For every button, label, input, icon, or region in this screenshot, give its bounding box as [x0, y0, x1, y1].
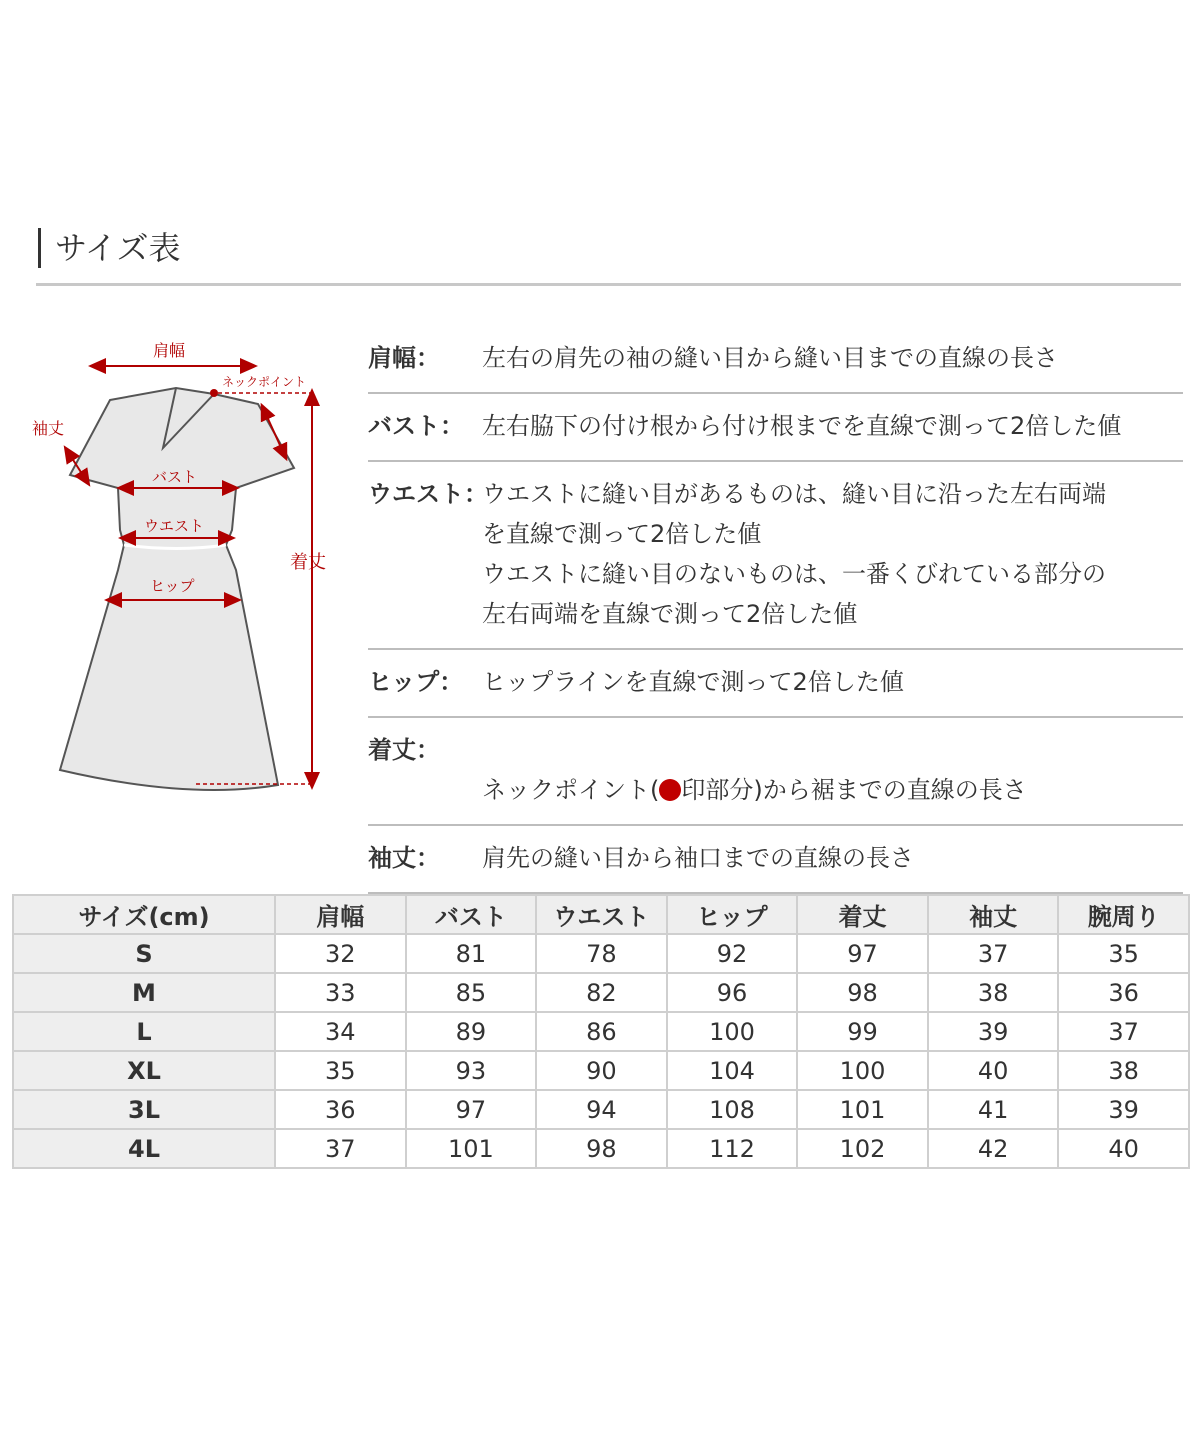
table-row: [13, 1129, 1189, 1168]
definition-term: 着丈：: [368, 736, 440, 764]
definition-desc: 左右脇下の付け根から付け根までを直線で測って2倍した値: [482, 412, 1122, 440]
table-cell: 35: [1058, 934, 1189, 973]
column-header: サイズ(cm): [13, 895, 275, 934]
table-cell: 90: [536, 1051, 667, 1090]
title-divider: [36, 283, 1181, 286]
table-cell: 42: [928, 1129, 1059, 1168]
size-table: [12, 894, 1190, 1169]
table-cell: 39: [928, 1012, 1059, 1051]
size-label-cell: L: [13, 1012, 275, 1051]
table-cell: 108: [667, 1090, 798, 1129]
table-cell: 82: [536, 973, 667, 1012]
table-cell: 33: [275, 973, 406, 1012]
column-header: ヒップ: [667, 895, 798, 934]
table-cell: 101: [797, 1090, 928, 1129]
definition-term: ヒップ：: [368, 668, 464, 696]
table-row: [13, 1090, 1189, 1129]
table-cell: 36: [275, 1090, 406, 1129]
table-header-row: [13, 895, 1189, 934]
table-cell: 40: [928, 1051, 1059, 1090]
table-cell: 93: [406, 1051, 537, 1090]
column-header: 着丈: [797, 895, 928, 934]
table-row: [13, 934, 1189, 973]
definition-row-hip: [368, 650, 1183, 718]
column-header: ウエスト: [536, 895, 667, 934]
table-cell: 34: [275, 1012, 406, 1051]
measurement-definitions: [368, 326, 1183, 894]
definition-row-sleeve: [368, 826, 1183, 894]
table-cell: 96: [667, 973, 798, 1012]
size-label-cell: 3L: [13, 1090, 275, 1129]
definition-row-shoulder: [368, 326, 1183, 394]
table-cell: 86: [536, 1012, 667, 1051]
column-header: 腕周り: [1058, 895, 1189, 934]
definition-desc-part: ネックポイント(: [482, 776, 660, 804]
red-dot-icon: [659, 779, 681, 801]
sleeve-label: 袖丈: [32, 419, 65, 438]
table-cell: 100: [797, 1051, 928, 1090]
table-cell: 100: [667, 1012, 798, 1051]
table-cell: 98: [797, 973, 928, 1012]
shoulder-label: 肩幅: [153, 341, 186, 360]
size-label-cell: S: [13, 934, 275, 973]
table-cell: 37: [275, 1129, 406, 1168]
table-cell: 37: [1058, 1012, 1189, 1051]
table-row: [13, 1051, 1189, 1090]
definition-row-length: [368, 718, 1183, 826]
definition-row-waist: [368, 462, 1183, 650]
table-cell: 112: [667, 1129, 798, 1168]
size-label-cell: XL: [13, 1051, 275, 1090]
table-cell: 99: [797, 1012, 928, 1051]
dress-measurement-diagram: [28, 330, 348, 800]
definition-desc: [482, 730, 1183, 810]
definition-row-bust: [368, 394, 1183, 462]
table-cell: 36: [1058, 973, 1189, 1012]
table-cell: 32: [275, 934, 406, 973]
definition-term: ウエスト：: [368, 480, 488, 508]
table-cell: 35: [275, 1051, 406, 1090]
table-cell: 41: [928, 1090, 1059, 1129]
table-cell: 89: [406, 1012, 537, 1051]
neck-point-label: ネックポイント: [222, 375, 307, 389]
definition-desc-part: 印部分)から裾までの直線の長さ: [681, 776, 1027, 804]
column-header: 肩幅: [275, 895, 406, 934]
size-label-cell: 4L: [13, 1129, 275, 1168]
table-cell: 98: [536, 1129, 667, 1168]
table-row: [13, 973, 1189, 1012]
size-table-body: [13, 934, 1189, 1168]
table-cell: 94: [536, 1090, 667, 1129]
table-cell: 92: [667, 934, 798, 973]
page-title: サイズ表: [38, 228, 180, 268]
definition-desc: 肩先の縫い目から袖口までの直線の長さ: [482, 844, 914, 872]
table-cell: 38: [1058, 1051, 1189, 1090]
table-cell: 104: [667, 1051, 798, 1090]
table-cell: 37: [928, 934, 1059, 973]
hip-label: ヒップ: [150, 577, 195, 595]
table-cell: 39: [1058, 1090, 1189, 1129]
table-cell: 85: [406, 973, 537, 1012]
definition-term: バスト：: [368, 412, 464, 440]
table-row: [13, 1012, 1189, 1051]
table-cell: 38: [928, 973, 1059, 1012]
table-cell: 102: [797, 1129, 928, 1168]
table-cell: 97: [797, 934, 928, 973]
definition-desc: ウエストに縫い目があるものは、縫い目に沿った左右両端 を直線で測って2倍した値 ウエストに縫い目のないものは、一番くびれている部分の 左右両端を直線で測って2倍した値: [482, 480, 1106, 628]
table-cell: 97: [406, 1090, 537, 1129]
bust-label: バスト: [152, 468, 198, 486]
table-cell: 81: [406, 934, 537, 973]
definition-desc: ヒップラインを直線で測って2倍した値: [482, 668, 904, 696]
column-header: 袖丈: [928, 895, 1059, 934]
table-cell: 101: [406, 1129, 537, 1168]
definition-term: 肩幅：: [368, 344, 440, 372]
table-cell: 40: [1058, 1129, 1189, 1168]
size-label-cell: M: [13, 973, 275, 1012]
waist-label: ウエスト: [144, 517, 205, 535]
definition-term: 袖丈：: [368, 844, 440, 872]
column-header: バスト: [406, 895, 537, 934]
table-cell: 78: [536, 934, 667, 973]
length-label: 着丈: [290, 552, 326, 573]
definition-desc: 左右の肩先の袖の縫い目から縫い目までの直線の長さ: [482, 344, 1058, 372]
neck-point-dot: [210, 389, 218, 397]
